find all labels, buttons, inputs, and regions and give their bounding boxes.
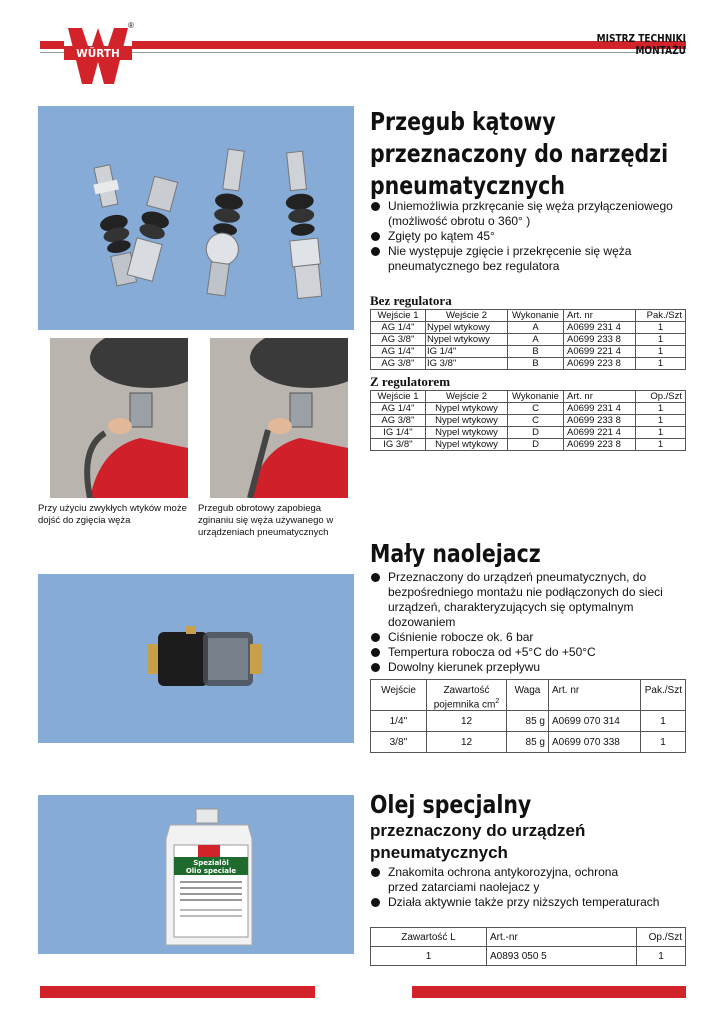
section3-title: Olej specjalny [370,790,532,819]
footer-red-bar-right [412,986,686,998]
registered-mark: ® [128,21,134,30]
table-header: Wejście 2 [426,310,508,322]
table-header: Wejście [371,680,427,711]
table-header: Art. nr [549,680,641,711]
table-cell: 1/4'' [371,711,427,732]
table-row [371,358,686,370]
photo-mini-oiler [38,574,354,743]
table-cell: AG 3/8'' [371,415,426,427]
table-cell: 1 [636,439,686,451]
table-header: Zawartość L [371,928,487,947]
table-cell: 1 [636,427,686,439]
table-cell: A0699 070 338 [549,732,641,753]
table-cell: 12 [427,711,507,732]
table-cell: 85 g [507,711,549,732]
table-cell: 1 [641,711,686,732]
list-item: Dowolny kierunek przepływu [370,660,688,675]
table-cell: Nypel wtykowy [426,427,508,439]
section1-title-line3: pneumatycznych [370,171,565,200]
header-title-line1: MISTRZ TECHNIKI [596,32,686,45]
table-header: Op./Szt [637,928,686,947]
table-cell: 3/8'' [371,732,427,753]
table-cell: AG 1/4'' [371,346,426,358]
table-cell: 1 [636,346,686,358]
table-cell: A0699 223 8 [564,358,636,370]
table-cell: 1 [637,947,686,966]
table-cell: A [508,322,564,334]
table-row [371,322,686,334]
table-cell: AG 3/8'' [371,334,426,346]
list-item: Znakomita ochrona antykorozyjna, ochrona przed zatarciami naolejacz y [370,865,688,895]
table-cell: A0699 223 8 [564,439,636,451]
table-mini-oiler [370,679,686,753]
table-header: Wejście 2 [426,391,508,403]
table-cell: A0699 233 8 [564,334,636,346]
list-item: Ciśnienie robocze ok. 6 bar [370,630,688,645]
table-header: Wejście 1 [371,391,426,403]
table-cell: A [508,334,564,346]
table-cell: C [508,415,564,427]
table-cell: A0699 233 8 [564,415,636,427]
bottle-label-line1: Spezialöl [193,859,229,867]
table-cell: IG 1/4'' [371,427,426,439]
section3-bullets [370,865,688,910]
table-cell: 1 [371,947,487,966]
table-row [371,346,686,358]
list-item: Tempertura robocza od +5°C do +50°C [370,645,688,660]
table-cell: A0893 050 5 [487,947,637,966]
table-header: Wykonanie [508,391,564,403]
table-cell: 85 g [507,732,549,753]
table-header: Pak./Szt [636,310,686,322]
table-cell: A0699 231 4 [564,403,636,415]
table-cell: Nypel wtykowy [426,415,508,427]
table-header: Wejście 1 [371,310,426,322]
table-row [371,711,686,732]
section3-subtitle-line1: przeznaczony do urządzeń [370,821,586,840]
section2-title: Mały naolejacz [370,539,541,568]
table2-label: Z regulatorem [370,374,451,389]
table-without-regulator [370,309,686,370]
table-cell: 1 [636,415,686,427]
header-divider [40,52,686,53]
list-item: Uniemożliwia przkręcanie się węża przyłączeniowego (możliwość obrotu o 360° ) [370,199,688,229]
table-cell: IG 3/8'' [371,439,426,451]
table-cell: 1 [636,358,686,370]
table-cell: IG 1/4'' [426,346,508,358]
table-row [371,427,686,439]
list-item: Przeznaczony do urządzeń pneumatycznych, do bezpośredniego montażu nie podłączonych do sieci urządzeń, charakteryzujących się optymalnym dozowaniem [370,570,688,630]
table-cell: C [508,403,564,415]
table-cell: A0699 070 314 [549,711,641,732]
table-cell: A0699 231 4 [564,322,636,334]
photo-special-oil-bottle [38,795,354,954]
table-cell: A0699 221 4 [564,427,636,439]
bottle-label-line2: Olio speciale [185,867,237,875]
photo-standard-plug-bent-hose [50,338,188,498]
caption-swivel-joint: Przegub obrotowy zapobiega zginaniu się węża używanego w urządzeniach pneumatycznych [198,503,334,538]
list-item: Nie występuje zgięcie i przekręcenie się węża pneumatycznego bez regulatora [370,244,688,274]
table-header: Art.-nr [487,928,637,947]
table-header-text: Zawartość pojemnika cm [433,685,496,711]
table-row [371,415,686,427]
table-header [427,680,507,711]
table-cell: D [508,439,564,451]
section1-title-line2: przeznaczony do narzędzi [370,139,669,168]
svg-text:WÜRTH: WÜRTH [76,48,120,60]
table-cell: Nypel wtykowy [426,403,508,415]
table-cell: AG 1/4'' [371,403,426,415]
table-header: Art. nr [564,310,636,322]
table-cell: B [508,346,564,358]
header-red-bar [40,41,686,49]
table-header: Waga [507,680,549,711]
caption-standard-plug: Przy użyciu zwykłych wtyków może dojść do zgięcia węża [38,503,187,526]
header-title [597,33,686,57]
table-row [371,334,686,346]
table-cell: Nypel wtykowy [426,322,508,334]
table-row [371,403,686,415]
table-header: Art. nr [564,391,636,403]
table-cell: 1 [636,403,686,415]
table-header-sup: 2 [495,698,500,705]
list-item: Zgięty po kątem 45° [370,229,688,244]
table-cell: 1 [641,732,686,753]
table-special-oil [370,927,686,966]
section2-bullets [370,570,688,675]
table-cell: 12 [427,732,507,753]
table-header: Op./Szt [636,391,686,403]
table-cell: Nypel wtykowy [426,439,508,451]
section1-title-line1: Przegub kątowy [370,107,556,136]
photo-angle-joints [38,106,354,330]
footer-red-bar-left [40,986,315,998]
photo-swivel-joint-hose [210,338,348,498]
table1-label: Bez regulatora [370,293,452,308]
table-with-regulator [370,390,686,451]
table-cell: 1 [636,334,686,346]
list-item: Działa aktywnie także przy niższych temperaturach [370,895,688,910]
header-title-line2: MONTAŻU [635,44,686,57]
table-cell: D [508,427,564,439]
section3-subtitle-line2: pneumatycznych [370,843,508,862]
table-header: Wykonanie [508,310,564,322]
table-cell: A0699 221 4 [564,346,636,358]
table-row [371,732,686,753]
table-row [371,439,686,451]
table-cell: B [508,358,564,370]
table-cell: AG 3/8'' [371,358,426,370]
table-cell: AG 1/4'' [371,322,426,334]
wurth-logo [64,22,132,90]
table-cell: 1 [636,322,686,334]
table-row [371,947,686,966]
table-cell: IG 3/8'' [426,358,508,370]
section1-bullets [370,199,688,274]
table-header: Pak./Szt [641,680,686,711]
table-cell: Nypel wtykowy [426,334,508,346]
